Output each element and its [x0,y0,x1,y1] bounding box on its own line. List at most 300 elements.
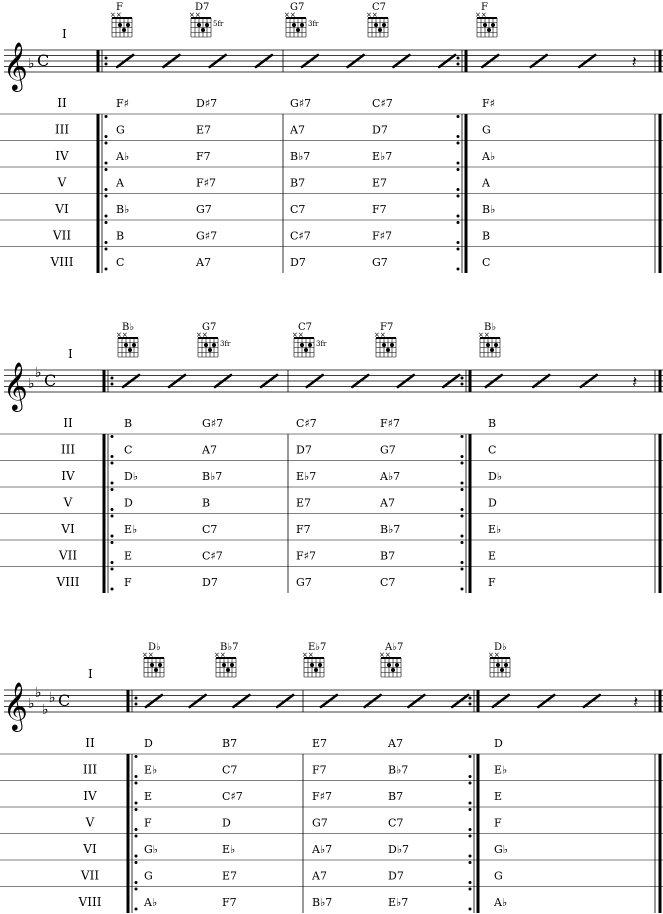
staff-chord-symbol: D♭ [148,642,161,653]
repeat-dot [111,535,114,538]
key-flat: ♭ [35,365,42,381]
row-chord: G7 [380,443,396,457]
guitar-chord-diagram [488,651,510,677]
row-chord: B [116,229,125,243]
repeat-dots [105,221,108,244]
row-chord: B7 [380,549,396,563]
repeat-dot [461,541,464,544]
repeat-dot [457,195,460,198]
repeat-dots [457,115,460,138]
repeat-dot [457,248,460,251]
repeat-dot [469,808,472,811]
repeat-dot [105,142,108,145]
diagram-finger-dot [124,343,128,347]
diagram-finger-dot [208,348,212,352]
row-chord: E♭ [494,763,508,777]
row-chord: B [488,417,497,430]
row-chord: G [116,123,125,137]
repeat-dot [111,383,114,386]
row-chord: A♭7 [312,843,333,856]
row-roman-numeral: II [57,96,67,110]
repeat-dot [469,703,472,706]
row-chord: B [202,496,211,510]
row-chord: B♭ [482,203,496,216]
diagram-finger-dot [500,668,504,672]
row-chord: A7 [290,123,305,137]
row-chord: C7 [222,763,238,777]
repeat-dot [461,508,464,511]
treble-clef: 𝄞 [3,361,28,410]
repeat-dot [457,57,460,60]
row-chord: D [144,737,153,750]
repeat-dots [135,861,138,884]
repeat-dot [457,142,460,145]
row-chord: D [222,816,231,830]
repeat-dot [105,135,108,138]
guitar-chord-diagram [374,331,396,357]
section-3 [0,642,663,913]
diagram-mute-marks: ×× [196,331,208,339]
repeat-dots [105,195,108,218]
quarter-rest: 𝄽 [633,692,639,711]
row-chord: A♭7 [380,470,401,483]
row-chord: A [482,176,490,190]
repeat-dot [111,508,114,511]
repeat-dots [135,835,138,858]
repeat-dots [461,462,464,485]
repeat-dot [111,541,114,544]
repeat-dot [461,488,464,491]
row-chord: A7 [388,737,403,750]
diagram-fret-label: 3fr [308,20,319,28]
diagram-finger-dot [205,23,209,27]
section-2 [0,322,663,593]
row-roman-numeral: VI [61,522,75,536]
repeat-dots [111,435,114,458]
repeat-dots [111,568,114,591]
repeat-dots [461,488,464,511]
repeat-dot [111,482,114,485]
diagram-finger-dot [150,663,154,667]
row-chord: F♯7 [380,417,400,430]
row-chord: C7 [388,816,404,830]
diagram-finger-dot [382,23,386,27]
repeat-dots [135,888,138,911]
key-flat: ♭ [49,690,56,706]
repeat-dot [135,881,138,884]
diagram-mute-marks: ×× [302,651,314,659]
row-chord: C7 [202,523,218,536]
repeat-dots [111,515,114,538]
repeat-dot [461,535,464,538]
diagram-finger-dot [230,663,234,667]
row-chord: F7 [372,203,387,216]
repeat-dot [135,888,138,891]
row-chord: E♭ [144,763,158,777]
repeat-dot [111,435,114,438]
row-chord: E [488,549,497,563]
repeat-dots [469,808,472,831]
diagram-finger-dot [226,668,230,672]
repeat-dots [111,488,114,511]
diagram-finger-dot [387,663,391,667]
repeat-dots [135,755,138,778]
row-chord: A♭ [482,150,496,163]
section-1 [0,2,663,273]
repeat-dot [457,221,460,224]
diagram-mute-marks: ×× [488,651,500,659]
row-chord: B7 [388,790,404,803]
guitar-chord-diagram [214,651,236,677]
row-chord: F♯ [482,97,495,110]
repeat-dot [457,241,460,244]
row-chord: B♭7 [380,523,401,536]
common-time-signature: C [44,371,57,390]
row-chord: C♯7 [372,97,393,110]
row-chord: D7 [290,256,306,269]
guitar-chord-diagram [196,331,231,357]
row-chord: B♭7 [388,763,409,777]
staff-chord-symbol: G7 [290,2,305,13]
row-chord: A♭ [494,896,508,909]
staff-chord-symbol: F7 [380,322,394,333]
row-chord: F7 [296,523,311,536]
row-chord: A [116,176,124,190]
repeat-dot [135,703,138,706]
repeat-dots [461,568,464,591]
row-roman-numeral: II [63,416,73,430]
repeat-dot [105,162,108,165]
diagram-finger-dot [212,343,216,347]
repeat-dot [469,697,472,700]
row-chord: G [482,123,491,137]
staff-chord-symbol: B♭ [484,322,497,333]
row-chord: D [124,496,133,510]
repeat-dots [457,248,460,271]
diagram-mute-marks: ×× [284,11,296,19]
row-chord: B [482,229,491,243]
repeat-dot [469,861,472,864]
diagram-finger-dot [158,663,162,667]
diagram-finger-dot [504,663,508,667]
repeat-dot [469,835,472,838]
repeat-dot [135,861,138,864]
row-chord: E♭7 [388,896,409,909]
repeat-dot [461,482,464,485]
diagram-finger-dot [490,348,494,352]
row-chord: C [482,256,491,269]
diagram-finger-dot [128,348,132,352]
row-roman-numeral: VIII [56,575,80,589]
diagram-finger-dot [296,28,300,32]
repeat-dots [461,515,464,538]
key-flat: ♭ [28,376,35,392]
row-chord: A♭ [116,150,130,163]
row-chord: F♯7 [196,176,216,190]
staff-chord-symbol: D♭ [494,642,507,653]
repeat-dot [469,828,472,831]
row-roman-numeral: VII [58,548,78,563]
repeat-dot [461,561,464,564]
key-flat: ♭ [35,685,42,701]
repeat-dot [135,775,138,778]
row-chord: F7 [312,763,327,777]
repeat-dot [105,57,108,60]
staff-roman-numeral: I [68,347,73,361]
diagram-finger-dot [197,23,201,27]
repeat-dot [461,435,464,438]
staff-chord-symbol: A♭7 [385,642,404,653]
repeat-dot [105,248,108,251]
repeat-dot [135,855,138,858]
repeat-dots [105,142,108,165]
diagram-finger-dot [491,23,495,27]
repeat-dots [105,168,108,191]
repeat-dot [469,802,472,805]
guitar-chord-diagram [292,331,327,357]
repeat-dot [111,455,114,458]
row-chord: E [494,790,503,803]
repeat-dot [461,462,464,465]
row-roman-numeral: VII [52,228,72,243]
repeat-dots [469,782,472,805]
repeat-dot [111,377,114,380]
row-chord: F♯7 [372,229,392,243]
repeat-dot [105,115,108,118]
repeat-dot [111,588,114,591]
diagram-finger-dot [391,668,395,672]
quarter-rest: 𝄽 [632,372,638,391]
row-roman-numeral: IV [61,469,75,483]
row-chord: B7 [290,176,306,190]
row-chord: D [488,496,497,510]
repeat-dots [461,435,464,458]
treble-clef: 𝄞 [3,41,28,90]
row-chord: D7 [202,576,218,589]
staff-chord-symbol: G7 [202,322,217,333]
diagram-mute-marks: ×× [475,11,487,19]
repeat-dot [105,63,108,66]
row-chord: F [494,816,502,830]
row-chord: C [124,443,133,457]
row-roman-numeral: III [54,122,70,137]
row-chord: D7 [388,869,404,883]
repeat-dots [457,142,460,165]
diagram-finger-dot [483,23,487,27]
row-chord: C♯7 [290,229,311,243]
diagram-finger-dot [496,663,500,667]
row-chord: A7 [380,496,395,510]
repeat-dots [469,888,472,911]
diagram-finger-dot [487,28,491,32]
row-roman-numeral: IV [83,789,97,803]
row-chord: F7 [222,896,237,909]
row-roman-numeral: III [82,762,98,777]
repeat-dots [469,835,472,858]
row-chord: B♭ [116,203,130,216]
diagram-finger-dot [310,663,314,667]
repeat-dot [469,755,472,758]
key-flat: ♭ [28,56,35,72]
row-chord: C7 [290,203,306,216]
row-chord: G♭ [144,843,158,856]
row-chord: C♯7 [202,549,223,563]
repeat-dot [457,215,460,218]
repeat-dot [135,782,138,785]
row-chord: E [124,549,133,563]
guitar-chord-diagram [110,11,132,37]
row-chord: F [488,576,496,589]
row-chord: E♭7 [372,150,393,163]
repeat-dot [461,377,464,380]
diagram-finger-dot [304,348,308,352]
staff [3,361,663,412]
diagram-finger-dot [486,343,490,347]
staff-chord-symbol: D7 [195,2,210,13]
diagram-finger-dot [222,663,226,667]
diagram-finger-dot [122,28,126,32]
row-chord: D♭7 [388,843,410,856]
row-chord: F♯ [116,97,129,110]
row-chord: F [124,576,132,589]
repeat-dot [135,908,138,911]
row-chord: D♯7 [196,97,218,110]
repeat-dots [461,541,464,564]
staff-chord-symbol: C7 [298,322,313,333]
staff [3,681,663,732]
row-chord: C [116,256,125,269]
guitar-chord-diagram [284,11,319,37]
row-chord: A7 [312,869,327,883]
repeat-dots [457,168,460,191]
diagram-mute-marks: ×× [142,651,154,659]
diagram-finger-dot [374,23,378,27]
staff-chord-symbol: C7 [372,2,387,13]
diagram-mute-marks: ×× [374,331,386,339]
diagram-finger-dot [386,348,390,352]
diagram-finger-dot [154,668,158,672]
repeat-dot [111,568,114,571]
repeat-dots [469,755,472,778]
repeat-dot [469,881,472,884]
row-roman-numeral: V [63,495,73,510]
staff-chord-symbol: F [481,2,488,13]
repeat-dot [135,755,138,758]
repeat-dot [111,488,114,491]
repeat-dot [457,268,460,271]
row-chord: E7 [296,496,312,510]
row-roman-numeral: VI [55,202,69,216]
key-flat: ♭ [42,702,49,718]
diagram-finger-dot [201,28,205,32]
guitar-chord-diagram [189,11,224,37]
staff-chord-symbol: F [116,2,123,13]
diagram-mute-marks: ×× [116,331,128,339]
repeat-dot [105,168,108,171]
diagram-finger-dot [314,668,318,672]
row-chord: A7 [202,443,217,457]
diagram-mute-marks: ×× [478,331,490,339]
row-chord: B7 [222,737,238,750]
diagram-finger-dot [300,23,304,27]
repeat-dots [457,195,460,218]
row-chord: F7 [196,150,211,163]
repeat-dot [135,697,138,700]
repeat-dot [105,241,108,244]
row-chord: A7 [196,256,211,269]
diagram-finger-dot [494,343,498,347]
repeat-dots [105,248,108,271]
row-roman-numeral: VI [83,842,97,856]
row-chord: F♯7 [312,790,332,803]
repeat-dot [135,828,138,831]
repeat-dot [111,515,114,518]
repeat-dots [457,221,460,244]
guitar-chord-diagram [478,331,500,357]
row-chord: E7 [372,176,388,190]
key-flat: ♭ [28,696,35,712]
repeat-dot [461,455,464,458]
row-chord: F♯7 [296,549,316,563]
guitar-chord-diagram [302,651,324,677]
repeat-dot [135,835,138,838]
diagram-finger-dot [318,663,322,667]
row-chord: G7 [296,576,312,589]
repeat-dot [457,168,460,171]
row-chord: A♭ [144,896,158,909]
row-chord: E♭7 [296,470,317,483]
diagram-mute-marks: ×× [110,11,122,19]
repeat-dot [461,383,464,386]
diagram-finger-dot [382,343,386,347]
row-chord: G7 [312,816,328,830]
diagram-mute-marks: ×× [189,11,201,19]
staff-chord-symbol: E♭7 [308,642,327,653]
row-roman-numeral: VIII [50,255,74,269]
repeat-dot [469,855,472,858]
guitar-chord-diagram [116,331,138,357]
row-chord: E♭ [124,523,138,536]
row-chord: G♭ [494,843,508,856]
repeat-dot [457,135,460,138]
repeat-dot [105,268,108,271]
diagram-fret-label: 3fr [220,340,231,348]
repeat-dot [457,162,460,165]
row-roman-numeral: VIII [78,895,102,909]
diagram-finger-dot [204,343,208,347]
diagram-mute-marks: ×× [379,651,391,659]
repeat-dot [469,775,472,778]
repeat-dots [105,115,108,138]
repeat-dot [461,588,464,591]
row-roman-numeral: III [60,442,76,457]
guitar-chord-diagram [379,651,401,677]
common-time-signature: C [37,51,50,70]
row-roman-numeral: II [85,736,95,750]
row-chord: E♭ [222,843,236,856]
diagram-mute-marks: ×× [366,11,378,19]
repeat-dot [111,561,114,564]
row-chord: C [488,443,497,457]
row-chord: G♯7 [202,417,224,430]
repeat-dots [135,808,138,831]
repeat-dot [469,908,472,911]
staff-roman-numeral: I [88,667,93,681]
row-chord: D7 [372,123,388,137]
repeat-dot [461,515,464,518]
row-chord: G♯7 [196,229,218,243]
row-chord: F [144,816,152,830]
